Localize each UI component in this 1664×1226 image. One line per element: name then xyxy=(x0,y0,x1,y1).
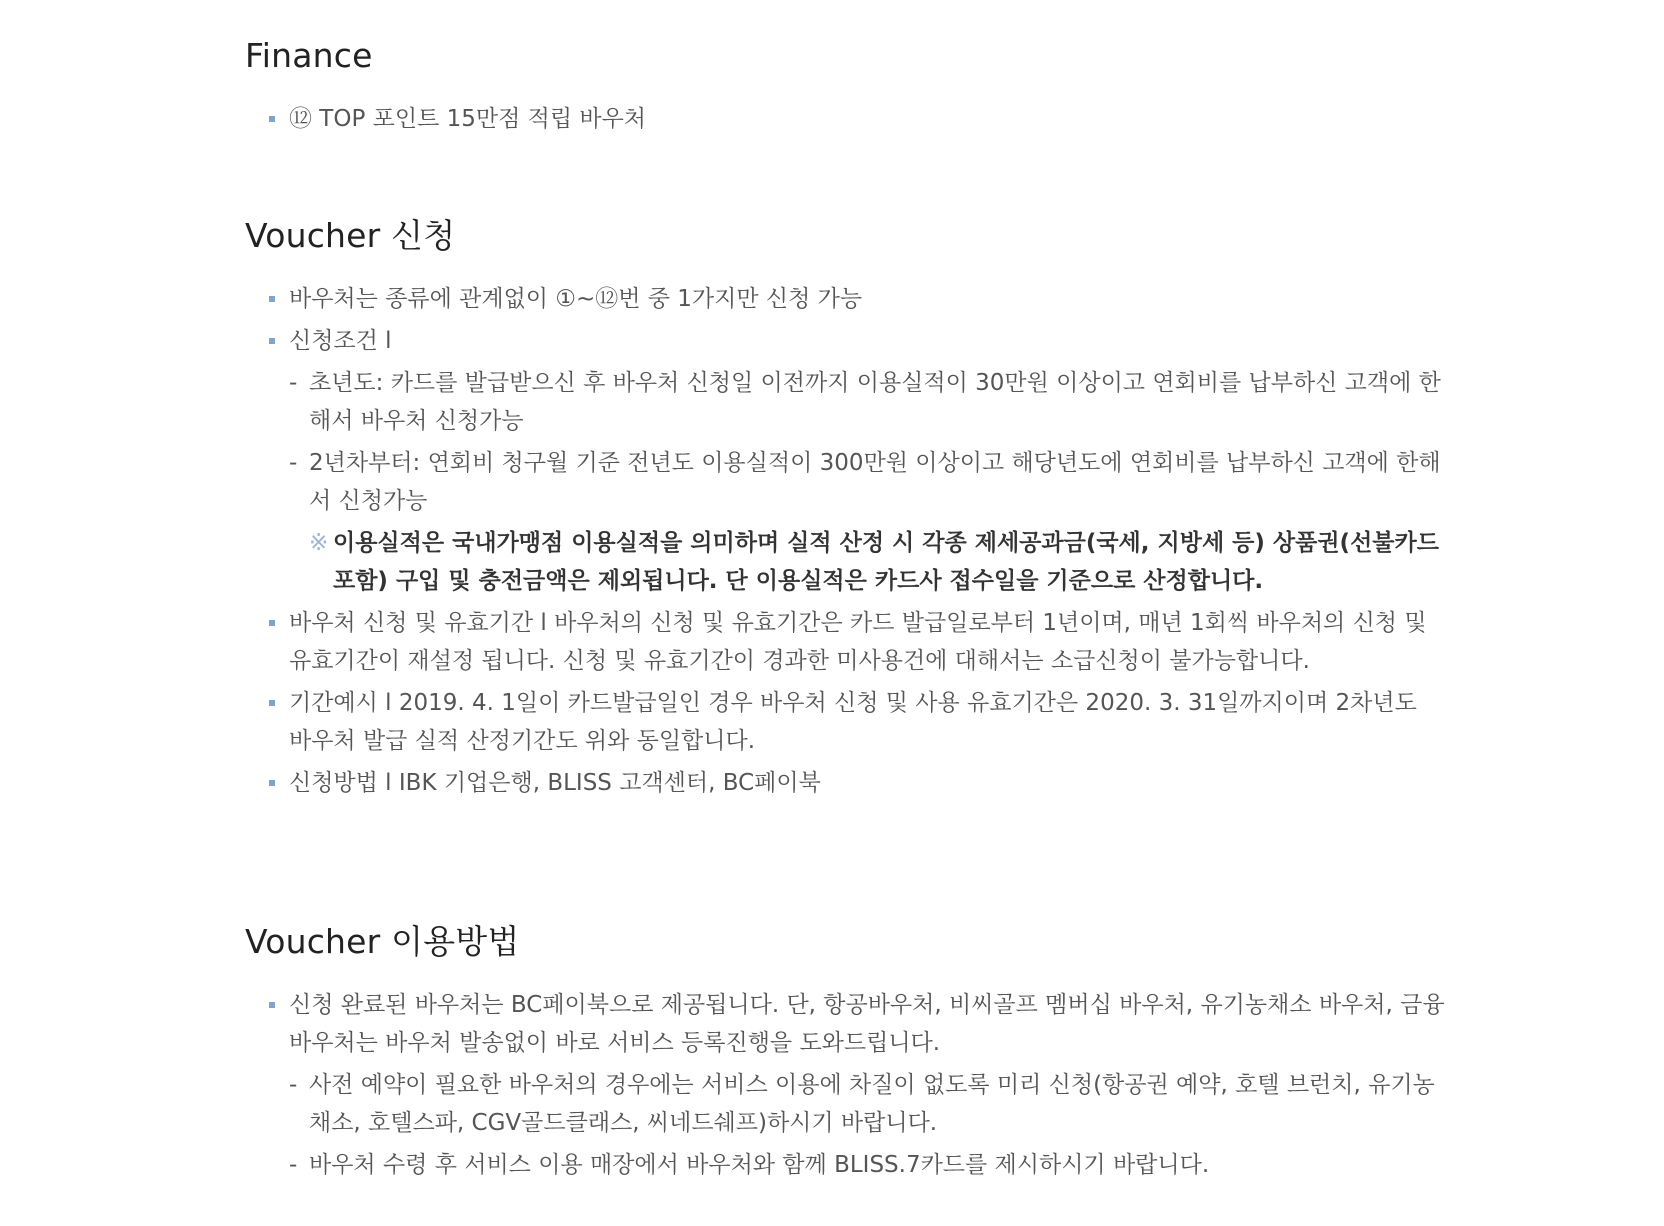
section-title-apply: Voucher 신청 xyxy=(245,216,456,255)
square-bullet-icon xyxy=(269,296,275,302)
sub-item-text: 초년도: 카드를 발급받으신 후 바우처 신청일 이전까지 이용실적이 30만원 이상이고 연회비를 납부하신 고객에 한해서 바우처 신청가능 xyxy=(309,370,1441,434)
list-item xyxy=(245,684,1445,760)
list-item xyxy=(245,100,1445,138)
section-title-usage: Voucher 이용방법 xyxy=(245,922,520,961)
usage-list xyxy=(245,986,1445,1062)
square-bullet-icon xyxy=(269,700,275,706)
dash-icon: - xyxy=(289,1072,298,1098)
apply-list-continued xyxy=(245,604,1445,802)
section-usage xyxy=(245,916,1445,1188)
list-item-text: 기간예시 l 2019. 4. 1일이 카드발급일인 경우 바우처 신청 및 사용 유효기간은 2020. 3. 31일까지이며 2차년도 바우처 발급 실적 산정기간도 위와 동일합니다. xyxy=(289,690,1417,754)
list-item xyxy=(245,604,1445,680)
sub-item xyxy=(245,1146,1445,1184)
square-bullet-icon xyxy=(269,1002,275,1008)
sub-item xyxy=(245,1066,1445,1142)
apply-list xyxy=(245,280,1445,360)
list-item xyxy=(245,986,1445,1062)
list-item xyxy=(245,764,1445,802)
finance-list xyxy=(245,100,1445,138)
list-item-text: 신청 완료된 바우처는 BC페이북으로 제공됩니다. 단, 항공바우처, 비씨골프 멤버십 바우처, 유기농채소 바우처, 금융바우처는 바우처 발송없이 바로 서비스 등록진행을 도와드립니다. xyxy=(289,992,1445,1056)
list-item-text: 바우처 신청 및 유효기간 l 바우처의 신청 및 유효기간은 카드 발급일로부터 1년이며, 매년 1회씩 바우처의 신청 및 유효기간이 재설정 됩니다. 신청 및 유효기간이 경과한 미사용건에 대해서는 소급신청이 불가능합니다. xyxy=(289,610,1427,674)
sub-item-text: 2년차부터: 연회비 청구월 기준 전년도 이용실적이 300만원 이상이고 해당년도에 연회비를 납부하신 고객에 한해서 신청가능 xyxy=(309,450,1441,514)
note-item xyxy=(245,524,1445,600)
list-item-text: 신청조건 l xyxy=(289,328,392,354)
dash-icon: - xyxy=(289,370,298,396)
dash-icon: - xyxy=(289,450,298,476)
square-bullet-icon xyxy=(269,620,275,626)
sub-item xyxy=(245,444,1445,520)
square-bullet-icon xyxy=(269,116,275,122)
sub-item-text: 사전 예약이 필요한 바우처의 경우에는 서비스 이용에 차질이 없도록 미리 신청(항공권 예약, 호텔 브런치, 유기농채소, 호텔스파, CGV골드클래스, 씨네드쉐프)하시기 바랍니다. xyxy=(309,1072,1435,1136)
list-item-text: ⑫ TOP 포인트 15만점 적립 바우처 xyxy=(289,106,647,132)
list-item xyxy=(245,322,1445,360)
section-apply xyxy=(245,210,1445,806)
square-bullet-icon xyxy=(269,338,275,344)
square-bullet-icon xyxy=(269,780,275,786)
note-text: 이용실적은 국내가맹점 이용실적을 의미하며 실적 산정 시 각종 제세공과금(국세, 지방세 등) 상품권(선불카드 포함) 구입 및 충전금액은 제외됩니다. 단 이용실적은 카드사 접수일을 기준으로 산정합니다. xyxy=(333,530,1439,594)
reference-mark-icon: ※ xyxy=(309,530,329,556)
list-item-text: 바우처는 종류에 관계없이 ①~⑫번 중 1가지만 신청 가능 xyxy=(289,286,863,312)
sub-item xyxy=(245,364,1445,440)
list-item xyxy=(245,280,1445,318)
list-item-text: 신청방법 l IBK 기업은행, BLISS 고객센터, BC페이북 xyxy=(289,770,821,796)
dash-icon: - xyxy=(289,1152,298,1178)
section-finance xyxy=(245,30,1445,142)
section-title-finance: Finance xyxy=(245,36,373,75)
sub-item-text: 바우처 수령 후 서비스 이용 매장에서 바우처와 함께 BLISS.7카드를 제시하시기 바랍니다. xyxy=(309,1152,1210,1178)
